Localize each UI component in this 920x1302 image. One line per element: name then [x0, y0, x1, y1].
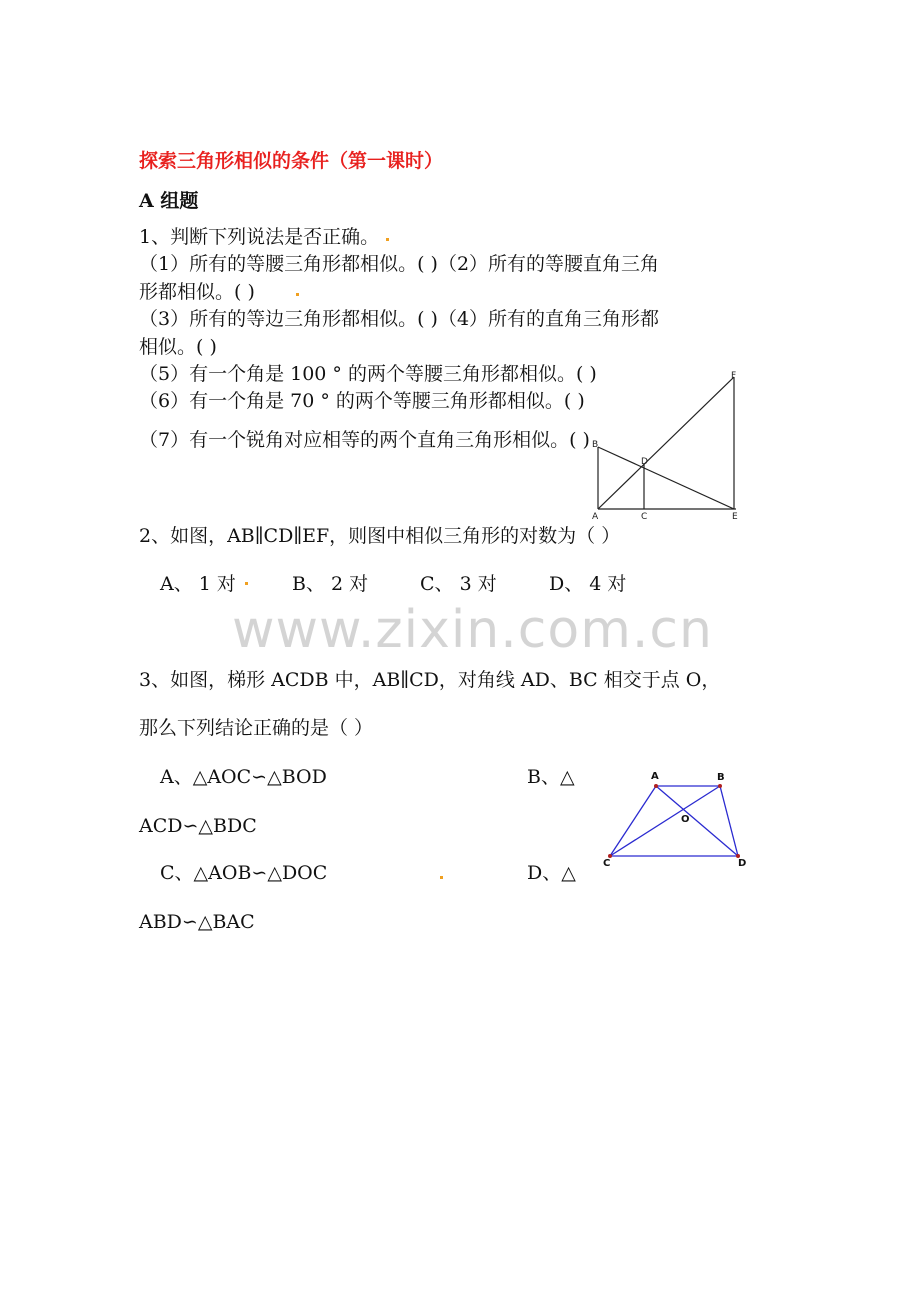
fig3-label-d: D [738, 858, 747, 869]
segment-bd [720, 786, 738, 856]
segment-ac [610, 786, 656, 856]
q2-option-c: C、 3 对 [420, 573, 497, 595]
scan-mark [296, 293, 299, 296]
q3-option-d-tail: ABD∽△BAC [139, 911, 255, 933]
scan-mark [245, 582, 248, 585]
watermark: www.zixin.com.cn [232, 600, 713, 660]
q1-stem: 1、判断下列说法是否正确。 [139, 226, 380, 248]
q2-option-a: A、 1 对 [160, 573, 236, 595]
fig2-label-e: E [732, 512, 738, 522]
q3-option-a: A、△AOC∽△BOD [160, 766, 327, 788]
scan-mark [440, 876, 443, 879]
line-af [598, 377, 734, 509]
scan-mark [386, 238, 389, 241]
fig2-label-b: B [592, 440, 599, 450]
q2-stem: 2、如图，AB∥CD∥EF，则图中相似三角形的对数为（ ） [139, 525, 621, 547]
q1-line-3: （3）所有的等边三角形都相似。( )（4）所有的直角三角形都 [139, 308, 660, 330]
q3-stem-2: 那么下列结论正确的是（ ） [139, 717, 374, 739]
line-be [598, 447, 734, 509]
q2-option-d: D、 4 对 [549, 573, 627, 595]
point-b [718, 784, 722, 788]
fig2-label-f: F [731, 371, 737, 381]
fig2-label-a: A [592, 512, 599, 522]
q3-option-d-head: D、△ [527, 862, 576, 884]
page-title: 探索三角形相似的条件（第一课时） [139, 150, 444, 172]
q1-line-7: （7）有一个锐角对应相等的两个直角三角形相似。( ) [139, 429, 590, 451]
q1-line-2: 形都相似。( ) [139, 281, 255, 303]
q3-stem: 3、如图，梯形 ACDB 中，AB∥CD，对角线 AD、BC 相交于点 O， [139, 669, 721, 691]
q1-line-5: （5）有一个角是 100 ° 的两个等腰三角形都相似。( ) [139, 363, 597, 385]
q3-option-b-tail: ACD∽△BDC [139, 815, 257, 837]
fig3-label-c: C [603, 858, 611, 869]
fig3-label-b: B [717, 772, 725, 783]
q3-figure [598, 766, 758, 876]
q2-option-b: B、 2 对 [292, 573, 369, 595]
fig2-label-d: D [641, 457, 648, 467]
fig3-label-o: O [681, 814, 690, 825]
fig3-label-a: A [651, 771, 659, 782]
diagonal-bc [610, 786, 720, 856]
q3-option-b-head: B、△ [527, 766, 575, 788]
q3-option-c: C、△AOB∽△DOC [160, 862, 328, 884]
q2-figure [590, 367, 740, 522]
q1-line-6: （6）有一个角是 70 ° 的两个等腰三角形都相似。( ) [139, 390, 585, 412]
point-a [654, 784, 658, 788]
q1-line-1: （1）所有的等腰三角形都相似。( )（2）所有的等腰直角三角 [139, 253, 660, 275]
group-heading: A 组题 [139, 190, 199, 212]
fig2-label-c: C [641, 512, 648, 522]
diagonal-ad [656, 786, 738, 856]
q1-line-4: 相似。( ) [139, 336, 217, 358]
